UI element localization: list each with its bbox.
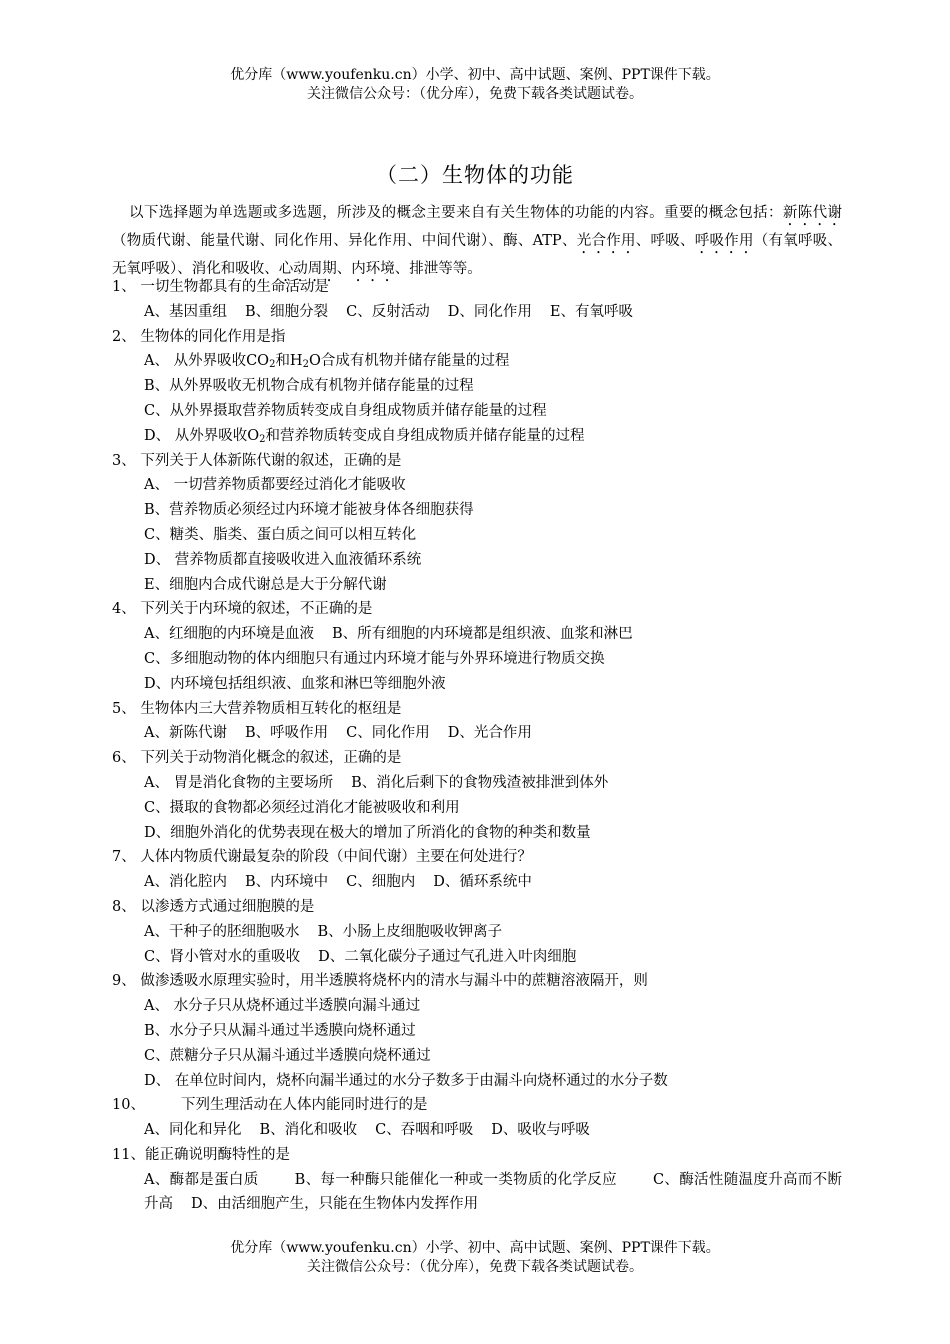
option: C、糖类、脂类、蛋白质之间可以相互转化	[144, 526, 417, 543]
option: B、消化后剩下的食物残渣被排泄到体外	[351, 774, 609, 791]
option: D、吸收与呼吸	[491, 1122, 590, 1139]
section-title: （二）生物体的功能	[376, 163, 574, 187]
page-footer	[0, 1239, 950, 1277]
intro-text: （物质代谢、能量代谢、同化作用、异化作用、中间代谢）、酶、ATP、	[112, 233, 577, 249]
option-text: A、 从外界吸收CO	[144, 353, 270, 370]
option: B、水分子只从漏斗通过半透膜向烧杯通过	[144, 1022, 416, 1039]
option: A、基因重组	[144, 303, 227, 320]
option: D、光合作用	[447, 725, 532, 742]
question-stem: 1、 一切生物都具有的生命活动是	[112, 279, 329, 295]
option: A、 水分子只从烧杯通过半透膜向漏斗通过	[144, 998, 421, 1015]
option-row	[112, 622, 842, 647]
option-row	[112, 1168, 842, 1218]
option: E、细胞内合成代谢总是大于分解代谢	[144, 576, 387, 593]
option: B、消化和吸收	[259, 1122, 358, 1139]
option-text: O合成有机物并储存能量的过程	[308, 353, 510, 370]
option: D、二氧化碳分子通过气孔进入叶肉细胞	[318, 948, 577, 965]
key-concept: 心动周期	[278, 261, 337, 277]
question-number: 10、	[112, 1097, 145, 1114]
question-text: 下列生理活动在人体内能同时进行的是	[180, 1097, 428, 1114]
option: B、内环境中	[244, 874, 329, 891]
option: A、红细胞的内环境是血液	[144, 626, 314, 643]
option: A、 一切营养物质都要经过消化才能吸收	[144, 477, 406, 494]
option-row	[112, 920, 842, 945]
option: D、 在单位时间内，烧杯向漏半通过的水分子数多于由漏斗向烧杯通过的水分子数	[144, 1072, 668, 1089]
option: B、营养物质必须经过内环境才能被身体各细胞获得	[144, 502, 474, 519]
footer-line-2: 关注微信公众号：（优分库），免费下载各类试题试卷。	[307, 1259, 643, 1275]
header-line-2: 关注微信公众号：（优分库），免费下载各类试题试卷。	[307, 86, 643, 102]
subscript: 2	[302, 359, 309, 371]
question-stem: 11、能正确说明酶特性的是	[112, 1146, 290, 1163]
option: A、 胃是消化食物的主要场所	[144, 774, 334, 791]
intro-text: 、	[336, 261, 352, 277]
option: B、所有细胞的内环境都是组织液、血浆和淋巴	[331, 626, 633, 643]
option: A、同化和异化	[144, 1122, 242, 1139]
option-row	[112, 945, 842, 970]
option: C、吞咽和呼吸	[375, 1122, 474, 1139]
intro-paragraph	[112, 201, 842, 285]
header-line-1: 优分库（www.youfenku.cn）小学、初中、高中试题、案例、PPT课件下载。	[230, 67, 720, 83]
option: A、新陈代谢	[144, 725, 227, 742]
option-row	[112, 1118, 842, 1143]
intro-text: 、呼吸、	[635, 233, 695, 249]
option-row	[112, 721, 842, 746]
option: D、循环系统中	[433, 874, 532, 891]
intro-text: （有氧呼吸、无氧呼吸）、消化和吸收、	[112, 233, 843, 277]
option-row	[112, 870, 842, 895]
key-concept: 新陈代谢	[782, 205, 843, 221]
question-stem	[112, 1093, 842, 1118]
option-text: 和营养物质转变成自身组成物质并储存能量的过程	[265, 427, 585, 444]
option: C、摄取的食物都必须经过消化才能被吸收和利用	[144, 799, 460, 816]
subscript: 2	[269, 359, 276, 371]
option: C、肾小管对水的重吸收	[144, 948, 301, 965]
question-stem: 8、 以渗透方式通过细胞膜的是	[112, 898, 315, 915]
question-list	[112, 275, 842, 1217]
option: D、细胞外消化的优势表现在极大的增加了所消化的食物的种类和数量	[144, 824, 591, 841]
page-header	[0, 66, 950, 104]
option: C、酶活性随温度升高而不断升高	[144, 1171, 842, 1213]
option	[112, 424, 842, 449]
footer-line-1: 优分库（www.youfenku.cn）小学、初中、高中试题、案例、PPT课件下载。	[230, 1240, 720, 1256]
option: C、反射活动	[346, 303, 430, 320]
option	[112, 349, 842, 374]
question-stem: 2、 生物体的同化作用是指	[112, 328, 286, 345]
question-stem: 5、 生物体内三大营养物质相互转化的枢纽是	[112, 700, 402, 717]
subscript: 2	[259, 433, 266, 445]
option: A、消化腔内	[144, 874, 227, 891]
option: D、内环境包括组织液、血浆和淋巴等细胞外液	[144, 675, 446, 692]
option: C、同化作用	[346, 725, 430, 742]
option: B、呼吸作用	[244, 725, 329, 742]
question-stem: 4、 下列关于内环境的叙述，不正确的是	[112, 601, 373, 618]
intro-text: 以下选择题为单选题或多选题，所涉及的概念主要来自有关生物体的功能的内容。重要的概念包括：	[129, 205, 783, 221]
option: C、多细胞动物的体内细胞只有通过内环境才能与外界环境进行物质交换	[144, 650, 605, 667]
option: C、蔗糖分子只从漏斗通过半透膜向烧杯通过	[144, 1047, 431, 1064]
option: A、酶都是蛋白质	[144, 1171, 259, 1188]
option: E、有氧呼吸	[549, 303, 633, 320]
option: B、小肠上皮细胞吸收钾离子	[317, 923, 503, 940]
key-concept: 呼吸作用	[694, 233, 754, 249]
option: C、从外界摄取营养物质转变成自身组成物质并储存能量的过程	[144, 402, 547, 419]
intro-text: 、排泄等等。	[394, 261, 482, 277]
option: D、同化作用	[447, 303, 532, 320]
option: B、细胞分裂	[244, 303, 329, 320]
question-stem: 7、 人体内物质代谢最复杂的阶段（中间代谢）主要在何处进行？	[112, 849, 532, 866]
option-row	[112, 300, 842, 325]
key-concept: 光合作用	[576, 233, 636, 249]
key-concept: 内环境	[351, 261, 395, 277]
question-stem: 6、 下列关于动物消化概念的叙述，正确的是	[112, 750, 402, 767]
option-row	[112, 771, 842, 796]
option: D、 营养物质都直接吸收进入血液循环系统	[144, 551, 422, 568]
option: B、从外界吸收无机物合成有机物并储存能量的过程	[144, 378, 474, 395]
question-stem: 9、 做渗透吸水原理实验时，用半透膜将烧杯内的清水与漏斗中的蔗糖溶液隔开，则	[112, 973, 648, 990]
option: C、细胞内	[346, 874, 416, 891]
option-text: D、 从外界吸收O	[144, 427, 260, 444]
option: A、干种子的胚细胞吸水	[144, 923, 300, 940]
question-stem: 3、 下列关于人体新陈代谢的叙述，正确的是	[112, 452, 402, 469]
option: D、由活细胞产生，只能在生物体内发挥作用	[191, 1196, 479, 1213]
option-text: 和H	[275, 353, 303, 370]
option: B、每一种酶只能催化一种或一类物质的化学反应	[294, 1171, 617, 1188]
